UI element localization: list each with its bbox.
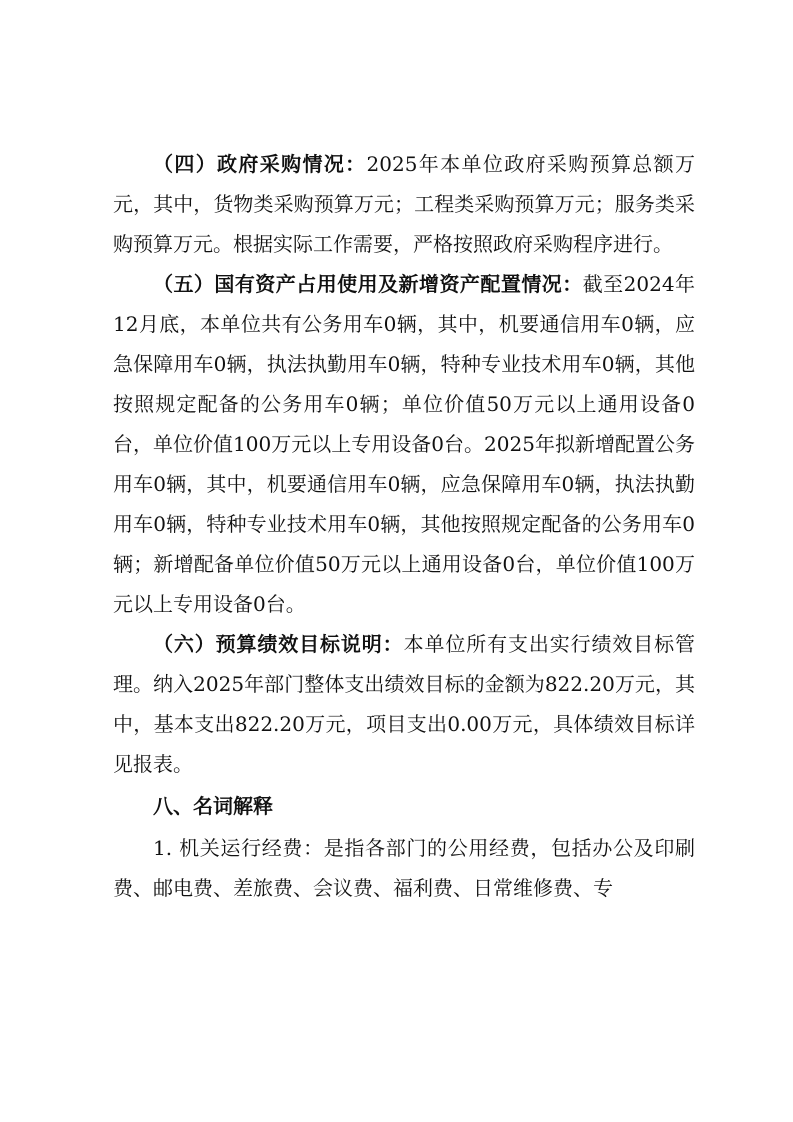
- paragraph-performance-goals: [113, 624, 695, 784]
- glossary-item: 1. 机关运行经费：是指各部门的公用经费，包括办公及印刷费、邮电费、差旅费、会议费、福利费、日常维修费、专: [113, 836, 695, 900]
- paragraph-text: 2025年本单位政府采购预算总额万元，其中，货物类采购预算万元；工程类采购预算万元；服务类采购预算万元。根据实际工作需要，严格按照政府采购程序进行。: [113, 152, 696, 256]
- paragraph-state-assets: [113, 264, 695, 624]
- paragraph-heading: （六）预算绩效目标说明：: [153, 632, 404, 656]
- paragraph-text: 本单位所有支出实行绩效目标管理。纳入2025年部门整体支出绩效目标的金额为822.20万元，其中，基本支出822.20万元，项目支出0.00万元，具体绩效目标详见报表。: [113, 632, 696, 776]
- paragraph-heading: （四）政府采购情况：: [153, 152, 367, 176]
- paragraph-text: 截至2024年12月底，本单位共有公务用车0辆，其中，机要通信用车0辆，应急保障用车0辆，执法执勤用车0辆，特种专业技术用车0辆，其他按照规定配备的公务用车0辆；单位价值50万元以上通用设备0台，单位价值100万元以上专用设备0台。2025年拟新增配置公务用车0辆，其中，机要通信用车0辆，应急保障用车0辆，执法执勤用车0辆，特种专业技术用车0辆，其他按照规定配备的公务用车0辆；新增配备单位价值50万元以上通用设备0台，单位价值100万元以上专用设备0台。: [113, 272, 696, 616]
- paragraph-heading: （五）国有资产占用使用及新增资产配置情况：: [153, 272, 583, 296]
- paragraph-government-procurement: [113, 144, 695, 264]
- section-heading-glossary: 八、名词解释: [153, 794, 273, 818]
- document-body: [113, 144, 695, 908]
